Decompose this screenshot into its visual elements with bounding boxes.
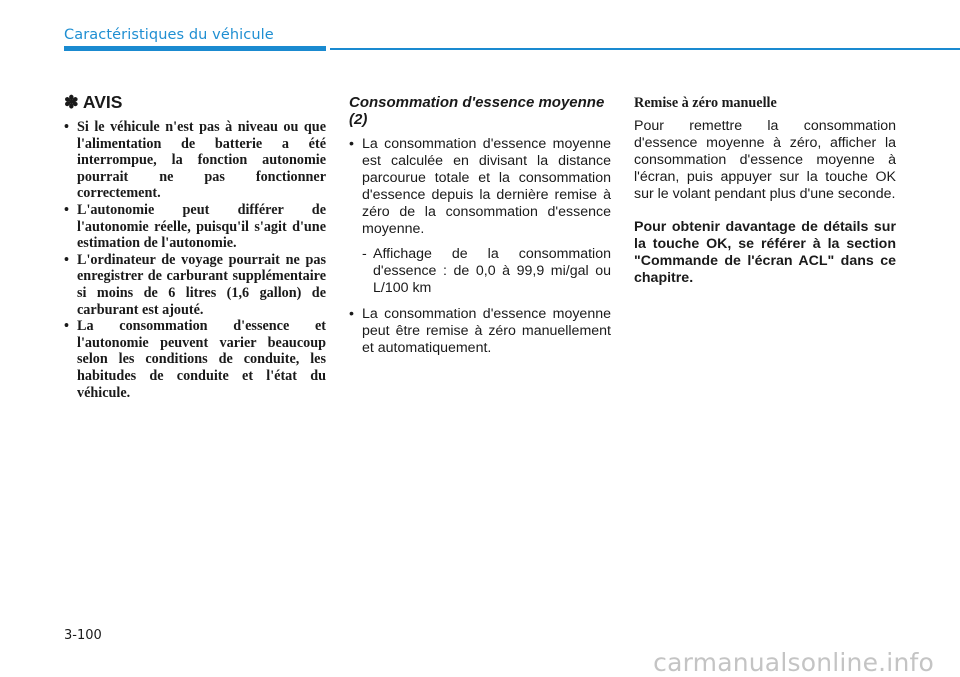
avis-list — [64, 119, 326, 401]
reset-column — [634, 92, 896, 303]
avis-item: • Si le véhicule n'est pas à niveau ou que l'alimentation de batterie a été interrompue, la fonction autonomie pourrait ne pas fonctionner correctement. — [64, 119, 326, 202]
avis-column — [64, 92, 326, 401]
page-number: 3-100 — [64, 628, 102, 643]
consumption-item-text: La consommation d'essence moyenne est calculée en divisant la distance parcourue totale et la consommation d'essence depuis la dernière remise à zéro de la consommation d'essence moyenne. — [362, 136, 611, 237]
reset-title: Remise à zéro manuelle — [634, 95, 777, 111]
header-rule-thin — [330, 48, 960, 50]
avis-title: AVIS — [82, 92, 123, 112]
consumption-item: • La consommation d'essence moyenne peut être remise à zéro manuellement et automatiquement. — [349, 306, 611, 357]
avis-item: • L'autonomie peut différer de l'autonomie réelle, puisqu'il s'agit d'une estimation de l'autonomie. — [64, 202, 326, 252]
consumption-title: Consommation d'essence moyenne (2) — [349, 94, 605, 128]
reset-note: Pour obtenir davantage de détails sur la touche OK, se référer à la section "Commande de l'écran ACL" dans ce chapitre. — [634, 219, 896, 286]
avis-item: • L'ordinateur de voyage pourrait ne pas enregistrer de carburant supplémentaire si moins de 6 litres (1,6 gallon) de carburant est ajouté. — [64, 252, 326, 318]
consumption-subitem: - Affichage de la consommation d'essence : de 0,0 à 99,9 mi/gal ou L/100 km — [362, 246, 611, 297]
header-rule-thick — [64, 46, 326, 51]
consumption-list — [349, 136, 611, 357]
watermark: carmanualsonline.info — [653, 648, 934, 677]
consumption-column — [349, 92, 611, 366]
avis-item: • La consommation d'essence et l'autonomie peuvent varier beaucoup selon les conditions de conduite, les habitudes de conduite et l'état du véhicule. — [64, 318, 326, 401]
header-title: Caractéristiques du véhicule — [64, 27, 274, 43]
avis-heading — [64, 92, 326, 113]
consumption-item — [349, 136, 611, 297]
asterisk-icon: ✽ — [64, 92, 79, 112]
reset-paragraph: Pour remettre la consommation d'essence moyenne à zéro, afficher la consommation d'essence moyenne à l'écran, puis appuyer sur la touche OK sur le volant pendant plus d'une seconde. — [634, 118, 896, 202]
